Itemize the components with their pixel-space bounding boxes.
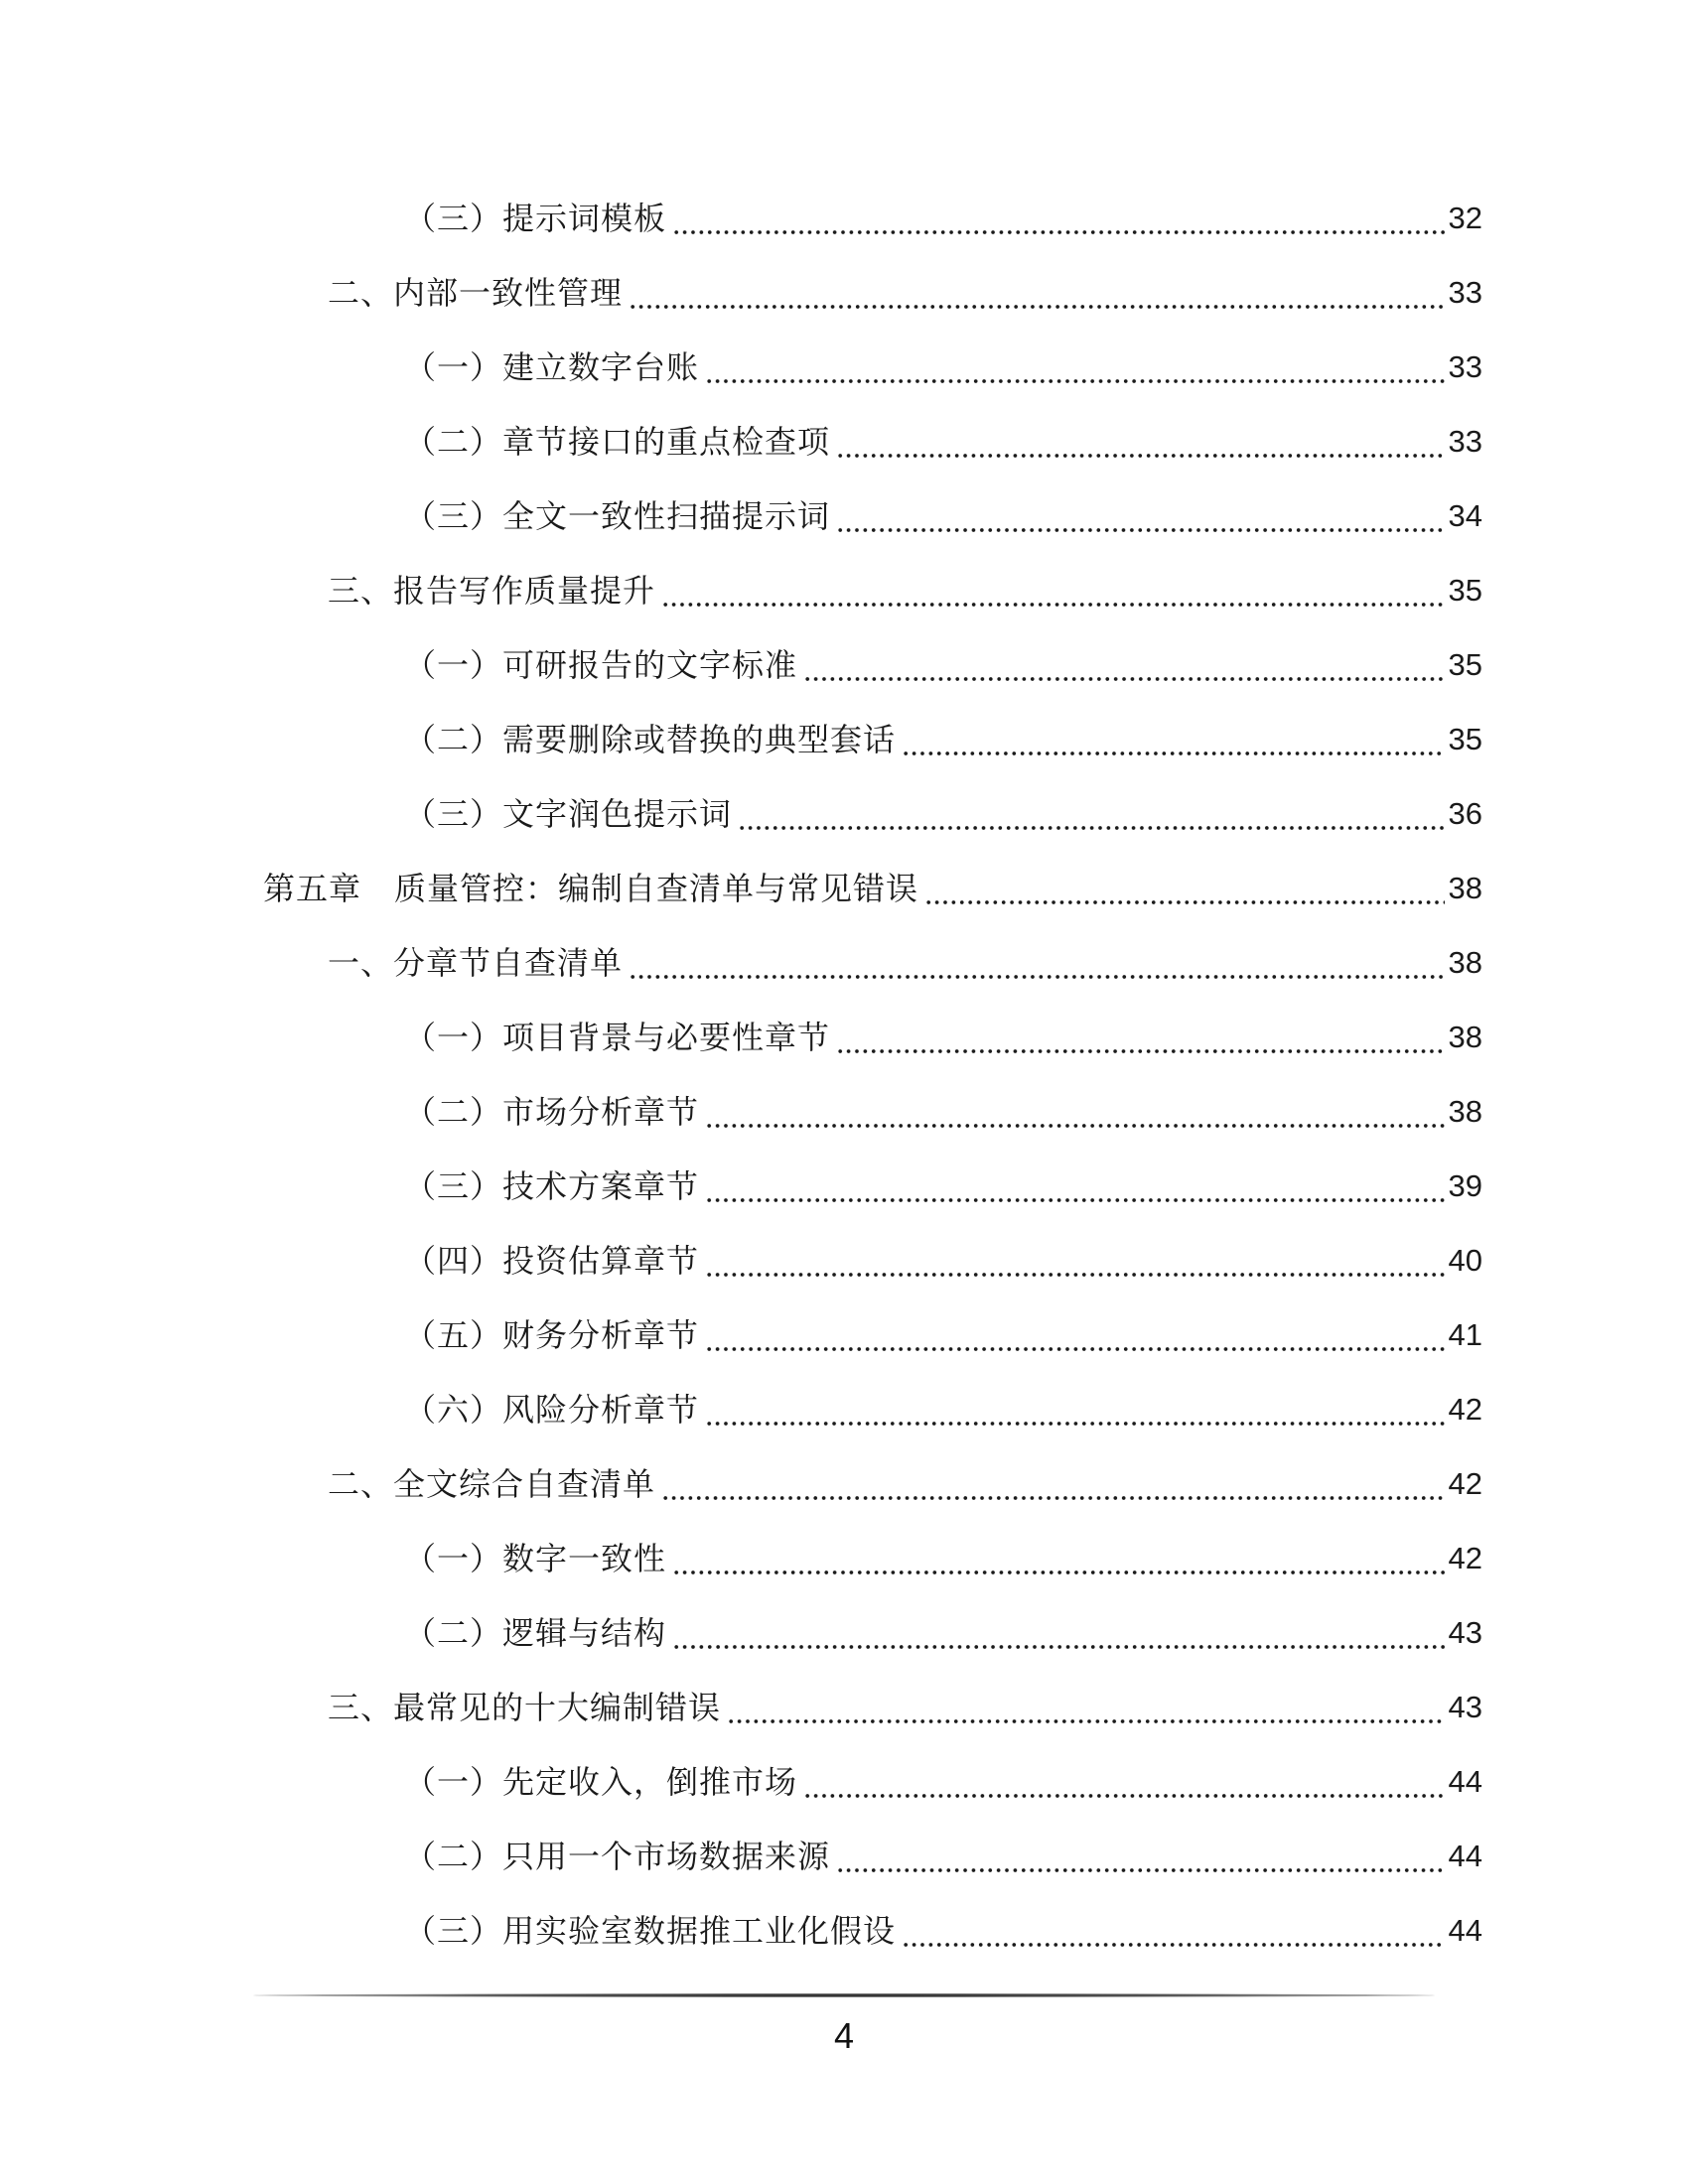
toc-entry-page-number: 33 (1448, 424, 1482, 459)
toc-entry[interactable] (263, 859, 1482, 918)
dot-leader (661, 1454, 1445, 1514)
dot-leader (661, 561, 1445, 620)
toc-entry[interactable] (328, 1454, 1482, 1514)
page-number: 4 (833, 2015, 855, 2056)
toc-entry-title: （一）数字一致性 (404, 1540, 667, 1577)
toc-entry-page-number: 42 (1448, 1541, 1482, 1575)
dot-leader (672, 1603, 1445, 1663)
toc-entry-title: （三）提示词模板 (404, 200, 667, 237)
toc-entry-page-number: 35 (1448, 647, 1482, 682)
dot-leader (705, 1305, 1445, 1365)
toc-entry-title: （二）市场分析章节 (404, 1093, 700, 1131)
toc-entry-title: （二）需要删除或替换的典型套话 (404, 721, 897, 758)
toc-entry-page-number: 43 (1448, 1615, 1482, 1650)
toc-entry-page-number: 38 (1448, 1020, 1482, 1054)
dot-leader (672, 1529, 1445, 1588)
toc-entry-page-number: 33 (1448, 349, 1482, 384)
toc-entry[interactable] (404, 1082, 1482, 1142)
dot-leader (738, 784, 1445, 844)
toc-entry-title: 一、分章节自查清单 (328, 944, 624, 982)
toc-entry-title: （一）可研报告的文字标准 (404, 646, 798, 684)
toc-entry-title: 二、全文综合自查清单 (328, 1465, 656, 1503)
toc-entry-page-number: 44 (1448, 1913, 1482, 1948)
toc-entry-page-number: 44 (1448, 1839, 1482, 1873)
toc-entry-page-number: 42 (1448, 1392, 1482, 1427)
toc-entry-page-number: 35 (1448, 722, 1482, 756)
toc-entry[interactable] (328, 561, 1482, 620)
toc-entry-page-number: 41 (1448, 1317, 1482, 1352)
toc-entry[interactable] (404, 1827, 1482, 1886)
toc-entry-title: 三、报告写作质量提升 (328, 572, 656, 610)
dot-leader (672, 189, 1445, 248)
dot-leader (803, 635, 1445, 695)
toc-entry-title: （一）先定收入，倒推市场 (404, 1763, 798, 1801)
dot-leader (803, 1752, 1445, 1812)
toc-entry[interactable] (404, 1529, 1482, 1588)
toc-entry-page-number: 33 (1448, 275, 1482, 310)
dot-leader (705, 1380, 1445, 1439)
toc-entry-title: （三）用实验室数据推工业化假设 (404, 1912, 897, 1950)
toc-entry[interactable] (404, 1231, 1482, 1291)
toc-entry-title: （二）逻辑与结构 (404, 1614, 667, 1652)
toc-entry-page-number: 42 (1448, 1466, 1482, 1501)
footer-divider (253, 1993, 1435, 1997)
toc-entry-title: （一）项目背景与必要性章节 (404, 1019, 831, 1056)
dot-leader (836, 1008, 1445, 1067)
toc-entry[interactable] (404, 412, 1482, 472)
toc-entry[interactable] (404, 1008, 1482, 1067)
toc-entry[interactable] (404, 635, 1482, 695)
toc-entry[interactable] (404, 784, 1482, 844)
dot-leader (705, 338, 1445, 397)
toc-entry[interactable] (404, 1603, 1482, 1663)
toc-entry[interactable] (328, 263, 1482, 323)
toc-entry[interactable] (404, 710, 1482, 769)
toc-entry-title: （五）财务分析章节 (404, 1316, 700, 1354)
toc-entry-title: （三）文字润色提示词 (404, 795, 733, 833)
toc-entry-title: （四）投资估算章节 (404, 1242, 700, 1280)
toc-entry-title: （三）全文一致性扫描提示词 (404, 497, 831, 535)
toc-entry-page-number: 38 (1448, 1094, 1482, 1129)
toc-entry-page-number: 44 (1448, 1764, 1482, 1799)
toc-entry-page-number: 40 (1448, 1243, 1482, 1278)
toc-entry-title: （一）建立数字台账 (404, 348, 700, 386)
dot-leader (705, 1157, 1445, 1216)
toc-entry[interactable] (404, 1380, 1482, 1439)
toc-entry-page-number: 43 (1448, 1690, 1482, 1724)
dot-leader (705, 1231, 1445, 1291)
dot-leader (727, 1678, 1445, 1737)
dot-leader (924, 859, 1445, 918)
dot-leader (836, 412, 1445, 472)
toc-entry-page-number: 36 (1448, 796, 1482, 831)
toc-entry-title: （三）技术方案章节 (404, 1167, 700, 1205)
dot-leader (629, 263, 1445, 323)
dot-leader (629, 933, 1445, 993)
dot-leader (836, 1827, 1445, 1886)
toc-entry-title: （二）章节接口的重点检查项 (404, 423, 831, 461)
dot-leader (705, 1082, 1445, 1142)
toc-entry[interactable] (404, 1305, 1482, 1365)
toc-entry[interactable] (404, 1157, 1482, 1216)
toc-entry[interactable] (404, 189, 1482, 248)
toc-entry-page-number: 32 (1448, 201, 1482, 235)
toc-entry-page-number: 38 (1448, 871, 1482, 905)
dot-leader (836, 486, 1445, 546)
toc-entry-page-number: 34 (1448, 498, 1482, 533)
toc-entry-page-number: 35 (1448, 573, 1482, 608)
toc-entry-title: （六）风险分析章节 (404, 1391, 700, 1429)
dot-leader (902, 710, 1445, 769)
toc-entry-title: 三、最常见的十大编制错误 (328, 1689, 722, 1726)
toc-entry-page-number: 38 (1448, 945, 1482, 980)
toc-entry[interactable] (328, 1678, 1482, 1737)
toc-entry-title: 第五章 质量管控：编制自查清单与常见错误 (263, 870, 919, 907)
toc-entry[interactable] (404, 1901, 1482, 1961)
toc-entry[interactable] (404, 338, 1482, 397)
toc-entry-title: 二、内部一致性管理 (328, 274, 624, 312)
toc-entry[interactable] (404, 1752, 1482, 1812)
toc-entry-title: （二）只用一个市场数据来源 (404, 1838, 831, 1875)
toc-entry[interactable] (328, 933, 1482, 993)
toc-entry[interactable] (404, 486, 1482, 546)
toc-entry-page-number: 39 (1448, 1168, 1482, 1203)
dot-leader (902, 1901, 1445, 1961)
